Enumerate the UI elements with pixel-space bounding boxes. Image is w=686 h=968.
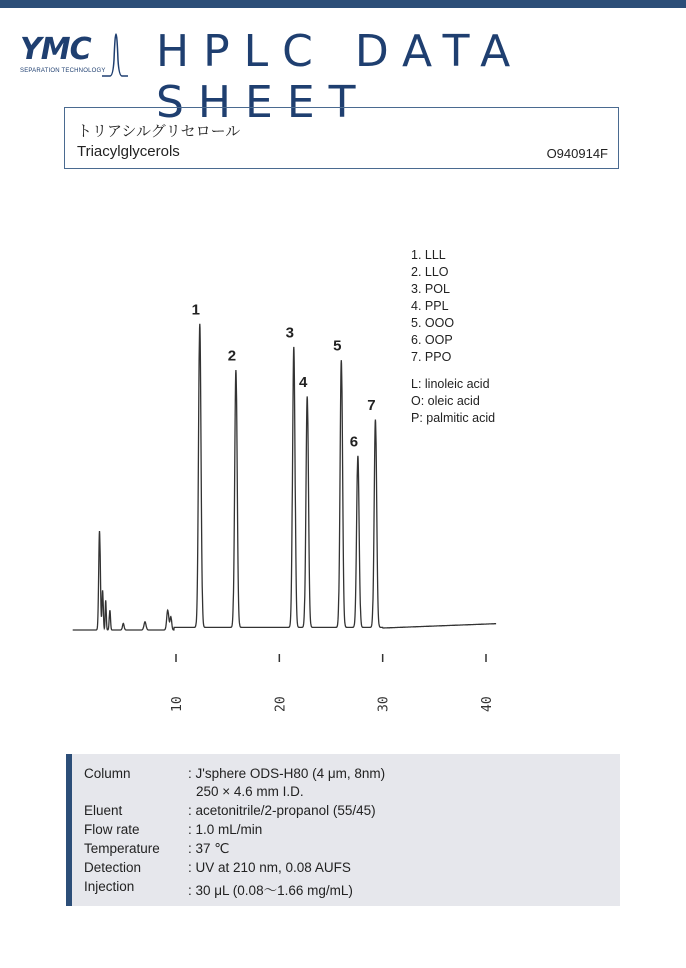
- legend-entry: 5. OOO: [411, 316, 455, 330]
- sample-title-en: Triacylglycerols: [77, 143, 180, 160]
- document-code: O940914F: [546, 146, 608, 161]
- peak-label: 5: [333, 337, 342, 355]
- detection-value: : UV at 210 nm, 0.08 AUFS: [188, 860, 351, 875]
- conditions-panel: [66, 754, 620, 906]
- x-tick-label: 20: [273, 696, 289, 712]
- peak-legend: [411, 247, 495, 427]
- sample-title-box: [64, 107, 619, 169]
- column-value: : J'sphere ODS-H80 (4 μm, 8nm): [188, 766, 386, 781]
- peak-label: 6: [349, 433, 359, 451]
- legend-entry: 3. POL: [411, 282, 450, 296]
- flow-value: : 1.0 mL/min: [188, 822, 263, 837]
- logo-subtitle: SEPARATION TECHNOLOGY: [20, 68, 106, 74]
- panel-stripe: [66, 754, 72, 906]
- sample-title-jp: トリアシルグリセロール: [77, 123, 241, 140]
- injection-label: Injection: [84, 879, 135, 894]
- legend-entry: 7. PPO: [411, 350, 452, 364]
- legend-entry: 6. OOP: [411, 333, 453, 347]
- peak-label: 2: [227, 347, 237, 365]
- page-title: HPLC DATA SHEET: [156, 26, 525, 128]
- logo-text: YMC: [20, 32, 91, 67]
- abbreviation: L: linoleic acid: [411, 377, 490, 391]
- injection-value: : 30 μL (0.08〜1.66 mg/mL): [188, 883, 353, 898]
- column-label: Column: [84, 766, 131, 781]
- eluent-value: : acetonitrile/2-propanol (55/45): [188, 803, 376, 818]
- x-tick-label: 10: [170, 696, 185, 712]
- legend-entry: 2. LLO: [411, 265, 449, 279]
- x-tick-label: 30: [376, 696, 392, 712]
- flow-label: Flow rate: [84, 822, 140, 837]
- column-dimensions: 250 × 4.6 mm I.D.: [196, 784, 304, 799]
- peak-label: 3: [285, 324, 294, 342]
- top-bar: [0, 0, 686, 8]
- temperature-label: Temperature: [84, 841, 160, 856]
- temperature-value: : 37 ℃: [188, 841, 230, 856]
- x-tick-label: 40: [480, 696, 495, 712]
- abbreviation: P: palmitic acid: [411, 411, 496, 425]
- detection-label: Detection: [84, 860, 142, 875]
- eluent-label: Eluent: [84, 803, 123, 818]
- legend-entry: 1. LLL: [411, 248, 446, 262]
- peak-label: 7: [367, 397, 376, 415]
- abbreviation: O: oleic acid: [411, 394, 480, 408]
- peak-label: 4: [299, 374, 308, 391]
- peak-label: 1: [191, 301, 200, 319]
- legend-entry: 4. PPL: [411, 299, 449, 313]
